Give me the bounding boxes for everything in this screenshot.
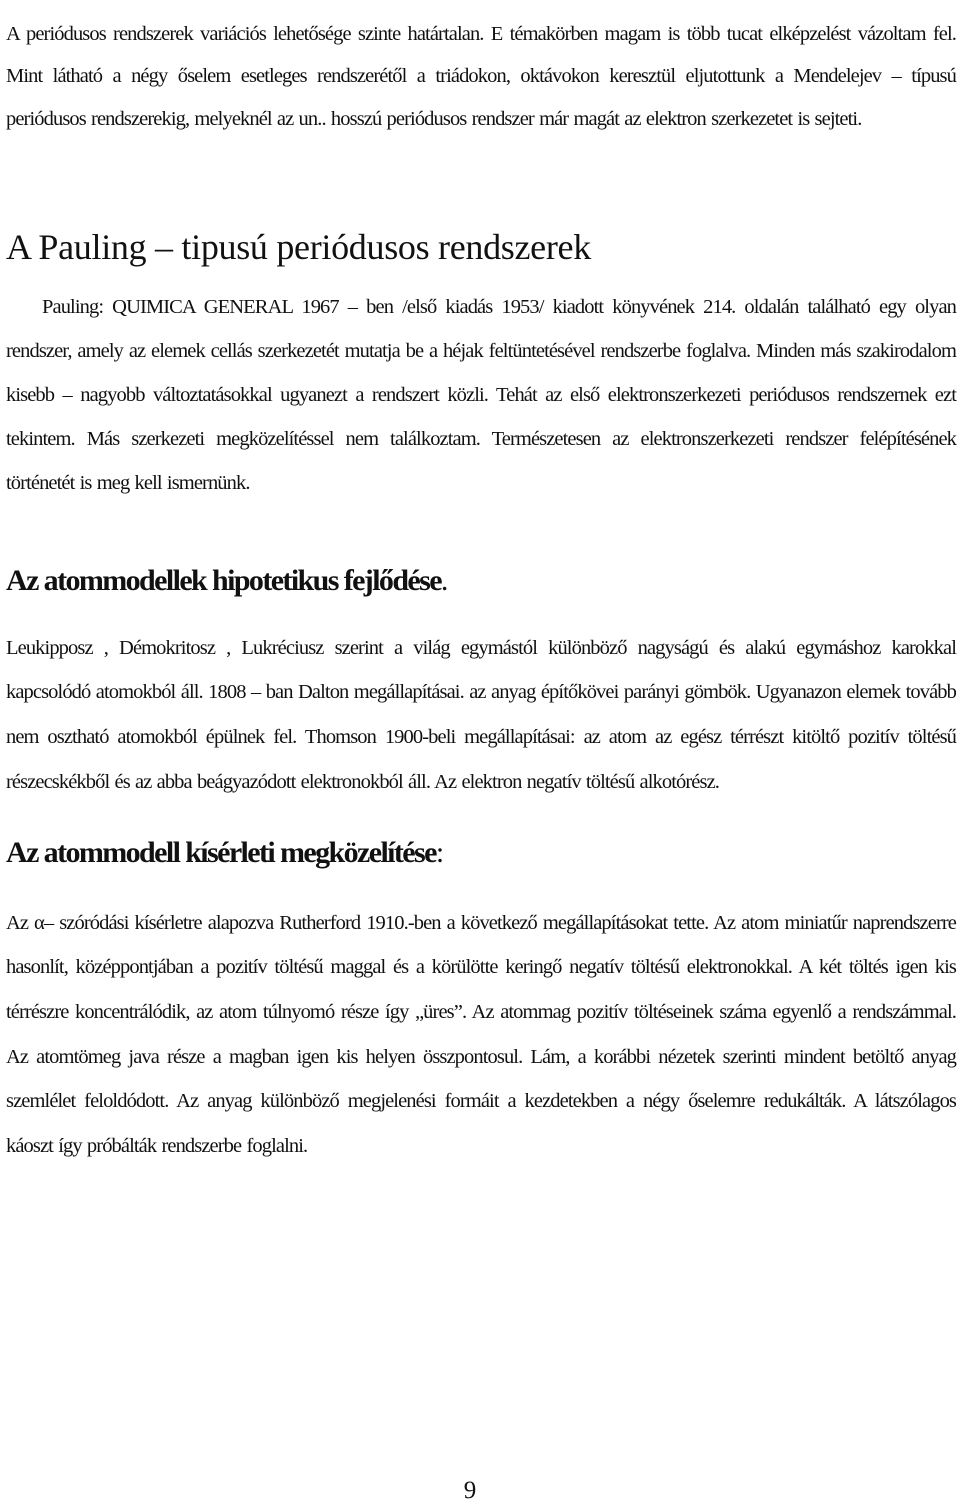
section-heading-experimental (6, 833, 443, 873)
hypothetical-paragraph: Leukipposz , Démokritosz , Lukréciusz szerint a világ egymástól különböző nagyságú és alakú egymáshoz karokkal kapcsolódó atomokból áll. 1808 – ban Dalton megállapításai. az anyag építőkövei parányi gömbök. Ugyanazon elemek tovább nem osztható atomokból épülnek fel. Thomson 1900-beli megállapításai: az atom az egész térrészt kitöltő pozitív töltésű részecskékből és az abba beágyazódott elektronokból áll. Az elektron negatív töltésű alkotórész. (6, 636, 956, 793)
heading-experimental-text: Az atommodell kísérleti megközelítése (6, 836, 436, 869)
section-heading-pauling: A Pauling – tipusú periódusos rendszerek (6, 227, 591, 267)
heading-experimental-suffix: : (435, 836, 443, 869)
section-heading-hypothetical (6, 561, 447, 601)
intro-paragraph: A periódusos rendszerek variációs lehetősége szinte határtalan. E témakörben magam is több tucat elképzelést vázoltam fel. Mint látható a négy őselem esetleges rendszerétől a triádokon, oktávokon keresztül eljutottunk a Mendelejev – típusú periódusos rendszerekig, melyeknél az un.. hosszú periódusos rendszer már magát az elektron szerkezetet is sejteti. (6, 22, 956, 130)
experimental-paragraph: Az α– szóródási kísérletre alapozva Rutherford 1910.-ben a következő megállapításokat tette. Az atom miniatűr naprendszerre hasonlít, középpontjában a pozitív töltésű maggal és a körülötte keringő negatív töltésű elektronokkal. A két töltés igen kis térrészre koncentrálódik, az atom túlnyomó része így „üres”. Az atommag pozitív töltéseinek száma egyenlő a rendszámmal. Az atomtömeg java része a magban igen kis helyen összpontosul. Lám, a korábbi nézetek szerinti mindent betöltő anyag szemlélet feloldódott. Az anyag különböző megjelenési formáit a kezdetekben a négy őselemre redukálták. A látszólagos káoszt így próbálták rendszerbe foglalni. (6, 911, 956, 1158)
heading-hypothetical-suffix: . (440, 564, 447, 597)
page-number: 9 (463, 1477, 477, 1504)
pauling-paragraph: Pauling: QUIMICA GENERAL 1967 – ben /első kiadás 1953/ kiadott könyvének 214. oldalán található egy olyan rendszer, amely az elemek cellás szerkezetét mutatja be a héjak feltüntetésével rendszerbe foglalva. Minden más szakirodalom kisebb – nagyobb változtatásokkal ugyanezt a rendszert közli. Tehát az első elektronszerkezeti periódusos rendszernek ezt tekintem. Más szerkezeti megközelítéssel nem találkoztam. Természetesen az elektronszerkezeti rendszer felépítésének történetét is meg kell ismernünk. (6, 295, 956, 494)
heading-hypothetical-text: Az atommodellek hipotetikus fejlődése (6, 564, 441, 597)
